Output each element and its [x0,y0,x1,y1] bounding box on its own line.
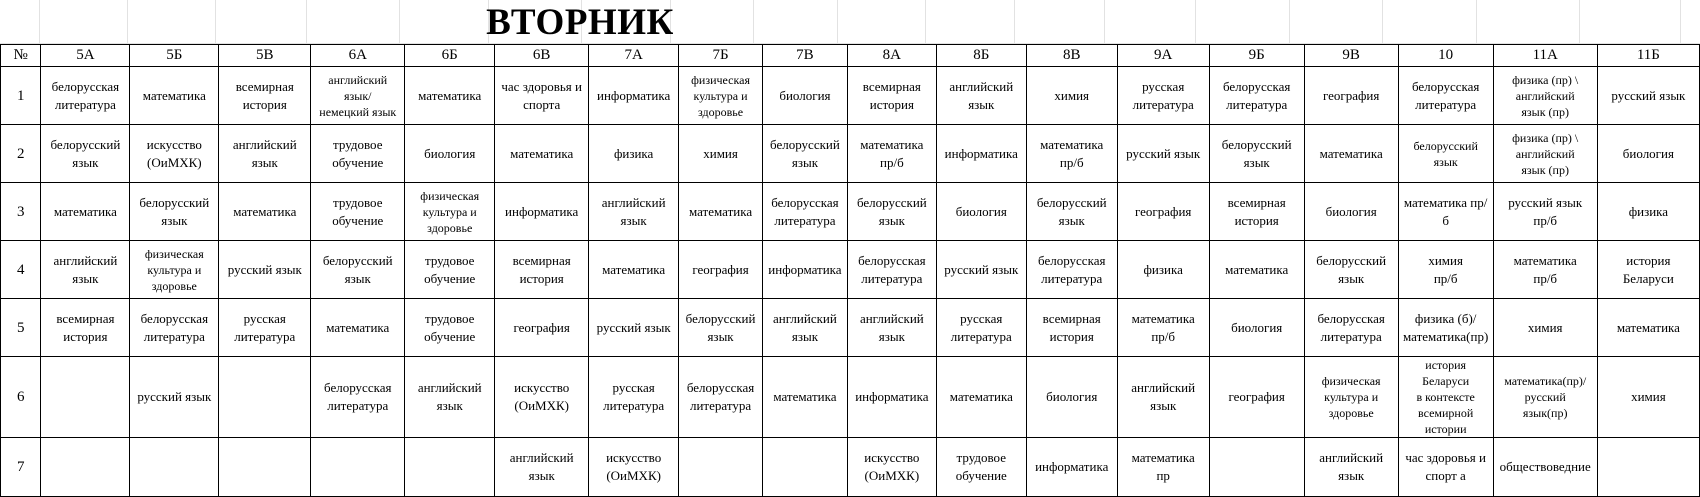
lesson-cell: трудовое обучение [405,299,495,357]
lesson-cell: русская литература [936,299,1026,357]
header-class: 11А [1493,45,1597,67]
lesson-cell [762,438,847,497]
lesson-cell: физика [589,125,679,183]
lesson-cell: информатика [589,67,679,125]
lesson-cell: биология [936,183,1026,241]
lesson-cell: белорусский язык [311,241,405,299]
lesson-cell: искусство (ОиМХК) [495,357,589,438]
lesson-cell: английский язык [219,125,311,183]
lesson-cell: химия [1026,67,1117,125]
page-title: ВТОРНИК [486,1,674,43]
table-row [1,299,1700,357]
header-number: № [1,45,41,67]
lesson-cell: английский язык [495,438,589,497]
grid-cell [1383,0,1477,44]
lesson-cell: математика [589,241,679,299]
lesson-cell: белорусский язык [679,299,763,357]
grid-cell [489,0,582,44]
lesson-cell: биология [762,67,847,125]
lesson-cell: белорусский язык [1209,125,1304,183]
lesson-cell: белорусская литература [130,299,219,357]
header-class: 9А [1117,45,1209,67]
lesson-cell: математика [130,67,219,125]
header-class: 5В [219,45,311,67]
lesson-cell [1597,438,1699,497]
schedule-table [0,44,1700,497]
lesson-cell: русская литература [1117,67,1209,125]
lesson-cell [1209,438,1304,497]
lesson-cell [41,357,130,438]
lesson-cell: русский язык [589,299,679,357]
lesson-cell: математика [762,357,847,438]
lesson-cell: математика [936,357,1026,438]
lesson-cell: физическая культура и здоровье [1304,357,1398,438]
lesson-number: 7 [1,438,41,497]
lesson-cell: искусство (ОиМХК) [130,125,219,183]
lesson-cell: всемирная история [219,67,311,125]
grid-cell [400,0,489,44]
lesson-cell: всемирная история [847,67,936,125]
lesson-cell: белорусская литература [1398,67,1493,125]
lesson-cell: физическая культура и здоровье [679,67,763,125]
table-row [1,67,1700,125]
grid-cell [40,0,128,44]
lesson-cell: математика [1209,241,1304,299]
header-class: 6В [495,45,589,67]
lesson-cell: математика [41,183,130,241]
grid-cell [0,0,40,44]
lesson-cell: белорусская литература [679,357,763,438]
grid-cell [307,0,400,44]
lesson-cell: белорусский язык [762,125,847,183]
lesson-cell: биология [1209,299,1304,357]
grid-cell [1580,0,1681,44]
lesson-cell: биология [405,125,495,183]
lesson-cell: белорусский язык [1398,125,1493,183]
lesson-cell: английский язык [1304,438,1398,497]
lesson-cell: английский язык [41,241,130,299]
lesson-cell: химия [1493,299,1597,357]
table-row [1,183,1700,241]
header-class: 8В [1026,45,1117,67]
lesson-cell: математика [679,183,763,241]
grid-cell [216,0,307,44]
lesson-cell: белорусская литература [1209,67,1304,125]
lesson-cell: русская литература [219,299,311,357]
header-class: 10 [1398,45,1493,67]
lesson-cell: математика пр/б [1493,241,1597,299]
header-class: 7Б [679,45,763,67]
lesson-cell [311,438,405,497]
lesson-cell: белорусская литература [762,183,847,241]
grid-cell [926,0,1015,44]
lesson-cell: информатика [762,241,847,299]
grid-cell [1290,0,1383,44]
header-class: 8А [847,45,936,67]
lesson-cell: биология [1597,125,1699,183]
lesson-cell: физическая культура и здоровье [405,183,495,241]
lesson-cell: химия пр/б [1398,241,1493,299]
lesson-number: 3 [1,183,41,241]
lesson-cell: информатика [847,357,936,438]
lesson-cell: белорусская литература [847,241,936,299]
lesson-cell: математика [1304,125,1398,183]
lesson-cell: математика [405,67,495,125]
lesson-cell: русский язык пр/б [1493,183,1597,241]
lesson-cell: история Беларуси [1597,241,1699,299]
lesson-number: 1 [1,67,41,125]
lesson-cell: белорусская литература [1304,299,1398,357]
lesson-cell: математика [1597,299,1699,357]
grid-cell [1196,0,1290,44]
lesson-cell: география [679,241,763,299]
lesson-cell: информатика [936,125,1026,183]
lesson-cell: трудовое обучение [311,183,405,241]
grid-cell [1681,0,1700,44]
header-class: 11Б [1597,45,1699,67]
lesson-cell: математика(пр)/ русский язык(пр) [1493,357,1597,438]
lesson-cell: белорусская литература [1026,241,1117,299]
grid-cell [1105,0,1196,44]
lesson-cell: математика [311,299,405,357]
lesson-cell: английский язык [847,299,936,357]
lesson-cell [41,438,130,497]
lesson-cell: физика (б)/ математика(пр) [1398,299,1493,357]
header-class: 7В [762,45,847,67]
lesson-cell: русский язык [1117,125,1209,183]
header-class: 5А [41,45,130,67]
lesson-cell: всемирная история [41,299,130,357]
header-class: 9В [1304,45,1398,67]
header-class: 5Б [130,45,219,67]
lesson-cell: белорусская литература [41,67,130,125]
lesson-cell: история Беларуси в контексте всемирной истории [1398,357,1493,438]
table-row [1,125,1700,183]
lesson-cell: русский язык [1597,67,1699,125]
lesson-cell: химия [1597,357,1699,438]
lesson-cell: английский язык [936,67,1026,125]
lesson-cell: математика [219,183,311,241]
lesson-number: 6 [1,357,41,438]
header-class: 7А [589,45,679,67]
lesson-cell: трудовое обучение [936,438,1026,497]
sheet-gridlines [0,0,1700,44]
lesson-cell: русский язык [219,241,311,299]
lesson-cell: белорусский язык [130,183,219,241]
lesson-cell: обществоведние [1493,438,1597,497]
lesson-cell: английский язык [589,183,679,241]
lesson-cell: математика пр/б [1117,299,1209,357]
header-row [1,45,1700,67]
lesson-cell: биология [1304,183,1398,241]
lesson-cell: химия [679,125,763,183]
lesson-cell: английский язык [762,299,847,357]
lesson-cell: всемирная история [1209,183,1304,241]
lesson-cell: белорусская литература [311,357,405,438]
lesson-cell: английский язык/ немецкий язык [311,67,405,125]
lesson-cell: час здоровья и спорта [495,67,589,125]
header-class: 6Б [405,45,495,67]
header-class: 6А [311,45,405,67]
grid-cell [128,0,216,44]
grid-cell [754,0,838,44]
lesson-cell: английский язык [1117,357,1209,438]
lesson-cell: белорусский язык [1026,183,1117,241]
lesson-cell: белорусский язык [41,125,130,183]
grid-cell [1015,0,1105,44]
lesson-number: 2 [1,125,41,183]
lesson-cell: информатика [495,183,589,241]
lesson-cell: трудовое обучение [405,241,495,299]
lesson-cell: математика пр/б [1398,183,1493,241]
lesson-cell: всемирная история [495,241,589,299]
lesson-cell: всемирная история [1026,299,1117,357]
table-row [1,438,1700,497]
lesson-cell: математика [495,125,589,183]
lesson-cell [219,357,311,438]
grid-cell [838,0,926,44]
lesson-cell [130,438,219,497]
lesson-cell: английский язык [405,357,495,438]
table-row [1,357,1700,438]
header-class: 8Б [936,45,1026,67]
lesson-cell: час здоровья и спорт а [1398,438,1493,497]
lesson-cell: трудовое обучение [311,125,405,183]
grid-cell [1477,0,1580,44]
lesson-cell: математика пр/б [1026,125,1117,183]
lesson-cell: русский язык [936,241,1026,299]
lesson-cell: физика (пр) \ английский язык (пр) [1493,125,1597,183]
lesson-cell: белорусский язык [1304,241,1398,299]
lesson-cell: физика (пр) \ английский язык (пр) [1493,67,1597,125]
lesson-cell: русский язык [130,357,219,438]
lesson-cell [405,438,495,497]
lesson-cell: математика пр/б [847,125,936,183]
lesson-cell: география [1209,357,1304,438]
lesson-cell: белорусский язык [847,183,936,241]
lesson-cell: искусство (ОиМХК) [847,438,936,497]
lesson-cell: русская литература [589,357,679,438]
lesson-cell: информатика [1026,438,1117,497]
table-row [1,241,1700,299]
lesson-number: 4 [1,241,41,299]
header-class: 9Б [1209,45,1304,67]
lesson-cell: физика [1597,183,1699,241]
lesson-cell: физика [1117,241,1209,299]
lesson-cell: география [1304,67,1398,125]
lesson-cell [679,438,763,497]
grid-cell [671,0,754,44]
lesson-cell: математика пр [1117,438,1209,497]
lesson-cell: география [1117,183,1209,241]
lesson-cell: география [495,299,589,357]
lesson-cell: физическая культура и здоровье [130,241,219,299]
lesson-number: 5 [1,299,41,357]
grid-cell [582,0,671,44]
lesson-cell [219,438,311,497]
lesson-cell: биология [1026,357,1117,438]
lesson-cell: искусство (ОиМХК) [589,438,679,497]
